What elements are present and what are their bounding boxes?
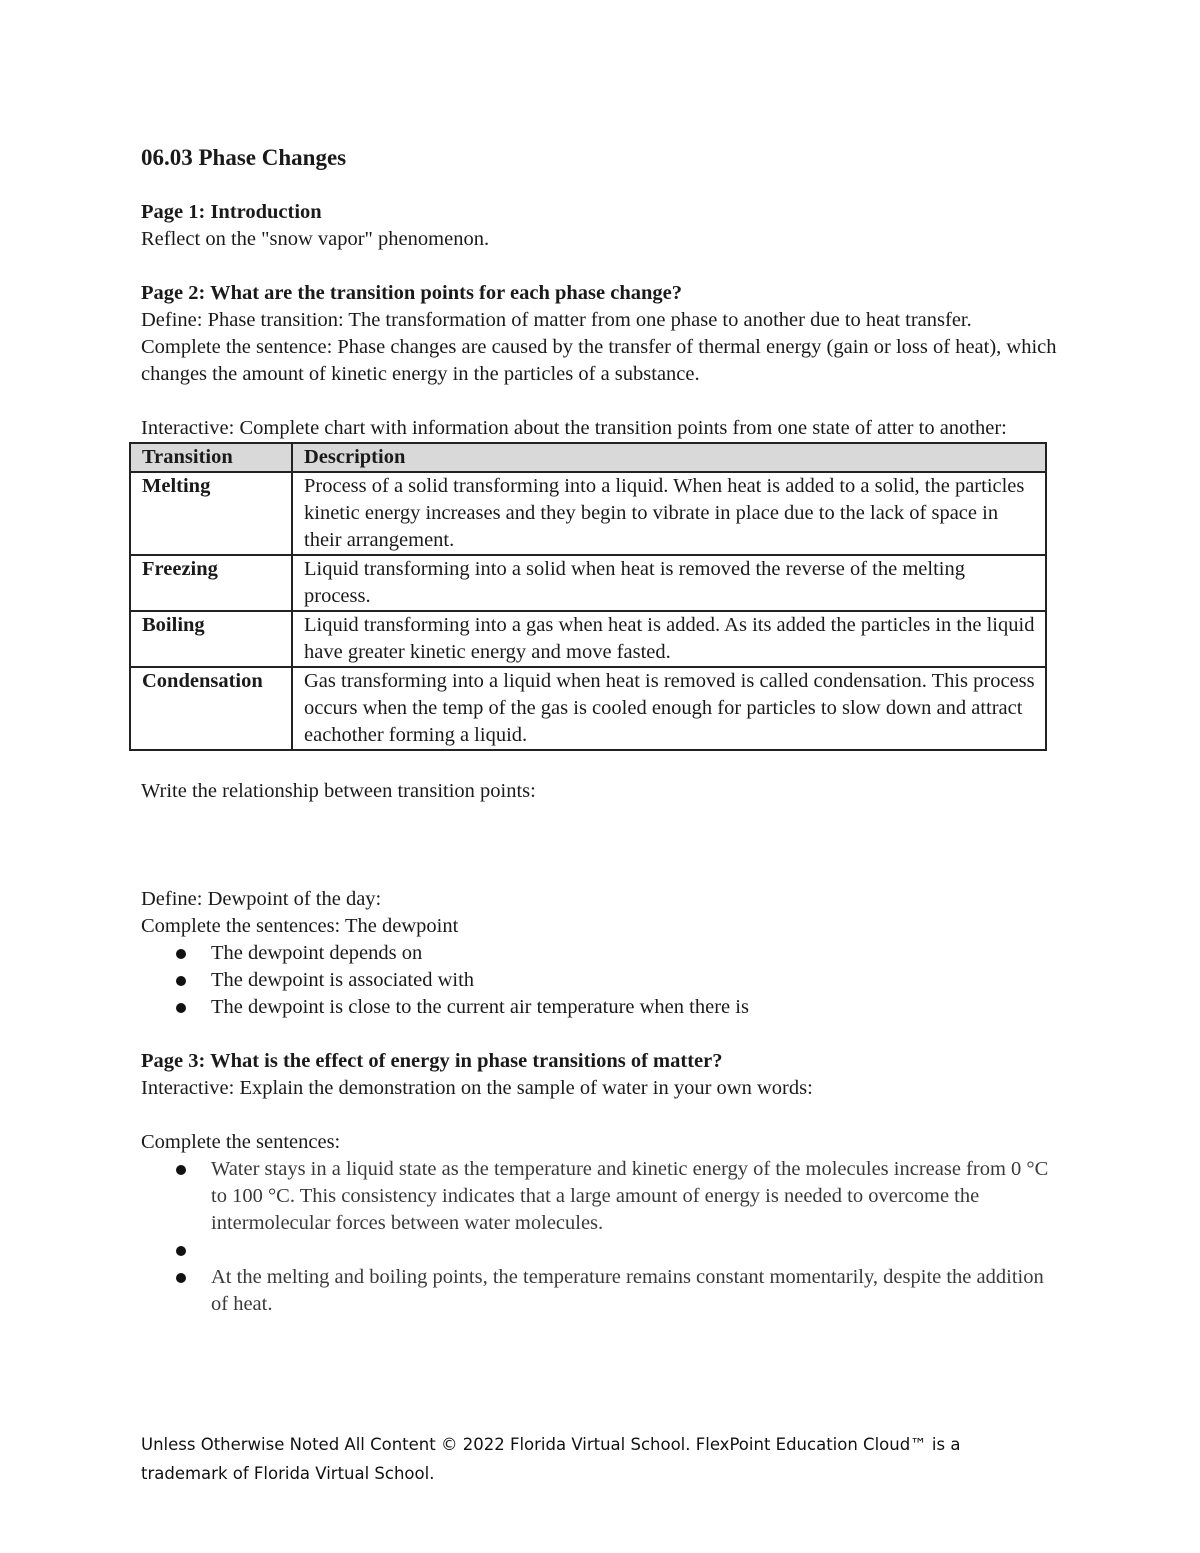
transition-table <box>129 442 1047 751</box>
relationship-prompt: Write the relationship between transition points: <box>141 780 536 802</box>
demonstration-prompt: Interactive: Explain the demonstration on the sample of water in your own words: <box>141 1077 813 1099</box>
transition-term: Freezing <box>130 555 292 611</box>
table-row <box>130 611 1046 667</box>
header-description: Description <box>292 443 1046 472</box>
transition-term: Boiling <box>130 611 292 667</box>
transition-description: Liquid transforming into a solid when heat is removed the reverse of the melting process. <box>292 555 1046 611</box>
header-transition: Transition <box>130 443 292 472</box>
complete-sentences-label: Complete the sentences: <box>141 1131 341 1153</box>
energy-list <box>141 1156 1059 1318</box>
page3-heading: Page 3: What is the effect of energy in phase transitions of matter? <box>141 1050 723 1072</box>
page1-text: Reflect on the "snow vapor" phenomenon. <box>141 228 490 250</box>
dewpoint-list <box>141 940 1059 1021</box>
table-header-row <box>130 443 1046 472</box>
document-title: 06.03 Phase Changes <box>141 145 347 170</box>
dewpoint-definition: Define: Dewpoint of the day: <box>141 888 382 910</box>
transition-term: Condensation <box>130 667 292 750</box>
list-item: At the melting and boiling points, the temperature remains constant momentarily, despite the addition of heat. <box>211 1264 1059 1318</box>
document-body <box>141 143 1059 1318</box>
list-item: Water stays in a liquid state as the temperature and kinetic energy of the molecules increase from 0 °C to 100 °C. This consistency indicates that a large amount of energy is needed to overcome the intermolecular forces between water molecules. <box>211 1156 1059 1237</box>
page1-heading: Page 1: Introduction <box>141 201 322 223</box>
transition-description: Process of a solid transforming into a liquid. When heat is added to a solid, the particles kinetic energy increases and they begin to vibrate in place due to the lack of space in their arrangement. <box>292 472 1046 555</box>
list-item: The dewpoint depends on <box>211 940 1059 967</box>
copyright-footer: Unless Otherwise Noted All Content © 2022 Florida Virtual School. FlexPoint Education Cloud™ is a trademark of Florida Virtual School. <box>141 1435 961 1483</box>
table-row <box>130 472 1046 555</box>
list-item: The dewpoint is close to the current air temperature when there is <box>211 994 1059 1021</box>
list-item: The dewpoint is associated with <box>211 967 1059 994</box>
phase-change-sentence: Complete the sentence: Phase changes are caused by the transfer of thermal energy (gain or loss of heat), which changes the amount of kinetic energy in the particles of a substance. <box>141 336 1057 385</box>
table-row <box>130 555 1046 611</box>
phase-transition-definition: Define: Phase transition: The transformation of matter from one phase to another due to heat transfer. <box>141 309 972 331</box>
table-row <box>130 667 1046 750</box>
page2-heading: Page 2: What are the transition points for each phase change? <box>141 282 682 304</box>
transition-description: Liquid transforming into a gas when heat is added. As its added the particles in the liquid have greater kinetic energy and move fasted. <box>292 611 1046 667</box>
dewpoint-prompt: Complete the sentences: The dewpoint <box>141 915 459 937</box>
transition-description: Gas transforming into a liquid when heat is removed is called condensation. This process occurs when the temp of the gas is cooled enough for particles to slow down and attract eachother forming a liquid. <box>292 667 1046 750</box>
chart-instructions: Interactive: Complete chart with information about the transition points from one state of atter to another: <box>141 417 1007 439</box>
transition-term: Melting <box>130 472 292 555</box>
